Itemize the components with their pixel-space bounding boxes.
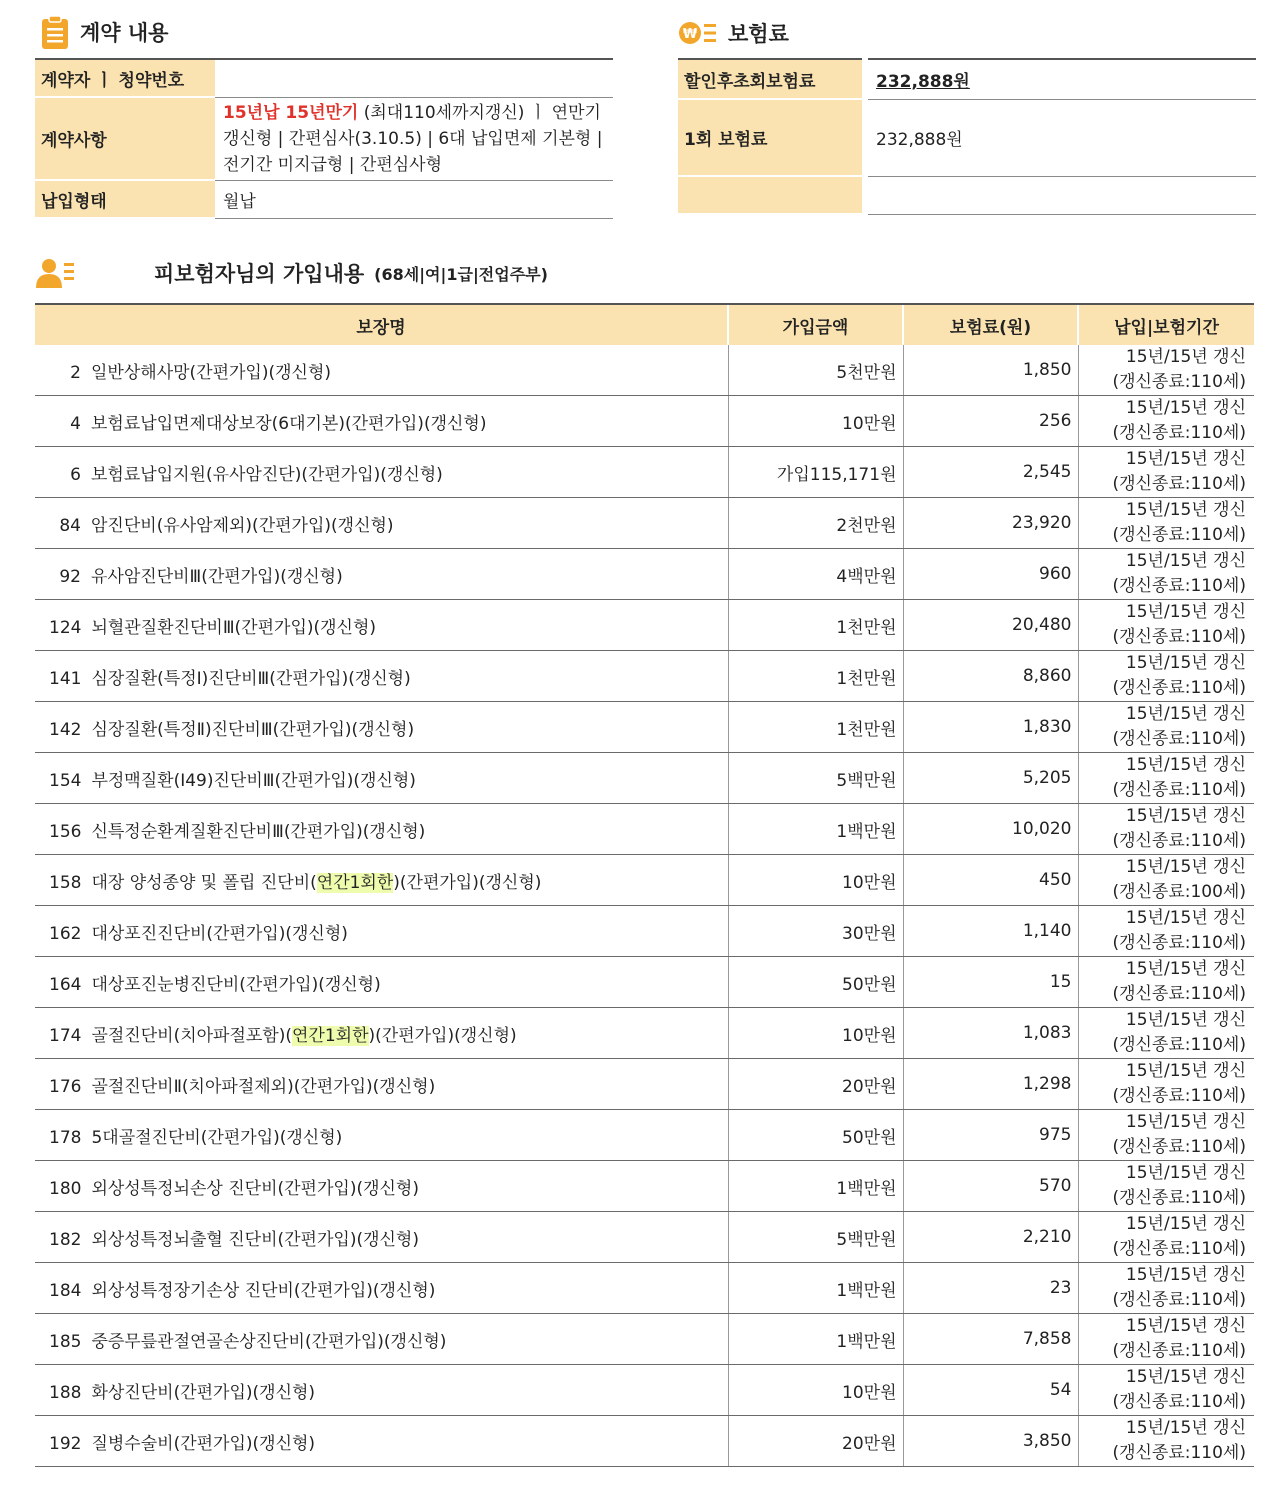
column-header: 보험료(원) [903,304,1078,345]
period-term: 15년/15년 갱신 [1125,857,1246,877]
contract-value: 월납 [215,180,613,218]
coverage-cell [35,804,728,855]
premium-label: 1회 보험료 [678,99,862,176]
svg-text:₩: ₩ [682,27,698,42]
coverage-cell [35,1314,728,1365]
period-cell [1078,855,1254,906]
coverage-cell [35,906,728,957]
period-term: 15년/15년 갱신 [1125,908,1246,928]
coverage-name: 부정맥질환(Ⅰ49)진단비Ⅲ(간편가입)(갱신형) [91,770,416,791]
period-cell [1078,1059,1254,1110]
amount-cell: 10만원 [728,1008,903,1059]
coverage-cell [35,855,728,906]
period-cell [1078,498,1254,549]
coverage-number: 2 [70,362,81,383]
table-row [35,1059,1254,1110]
renewal-end: (갱신종료:110세) [1112,678,1246,698]
coverage-name: 암진단비(유사암제외)(간편가입)(갱신형) [91,515,394,536]
premium-value: 232,888원 [868,99,1256,176]
coverage-header-row [35,304,1254,345]
coverage-cell [35,957,728,1008]
contract-label: 계약사항 [35,97,215,180]
person-list-icon [36,258,76,288]
amount-cell: 20만원 [728,1059,903,1110]
renewal-end: (갱신종료:110세) [1112,831,1246,851]
table-row [35,498,1254,549]
period-cell [1078,906,1254,957]
coverage-number: 156 [49,821,82,842]
period-cell [1078,702,1254,753]
amount-cell: 5백만원 [728,753,903,804]
period-cell [1078,1008,1254,1059]
table-row [35,906,1254,957]
coverage-number: 6 [70,464,81,485]
amount-cell: 1백만원 [728,1263,903,1314]
coverage-number: 162 [49,923,82,944]
table-row [35,855,1254,906]
period-cell [1078,447,1254,498]
coverage-number: 124 [49,617,82,638]
coverage-cell [35,753,728,804]
column-header: 가입금액 [728,304,903,345]
period-term: 15년/15년 갱신 [1125,959,1246,979]
premium-cell: 3,850 [903,1416,1078,1467]
coverage-name: 일반상해사망(간편가입)(갱신형) [91,362,332,383]
coverage-name: 보험료납입지원(유사암진단)(간편가입)(갱신형) [91,464,443,485]
coverage-number: 142 [49,719,82,740]
table-row [35,1008,1254,1059]
amount-cell: 10만원 [728,855,903,906]
coverage-number: 178 [49,1127,82,1148]
insured-subtitle: (68세|여|1급|전업주부) [374,264,548,284]
period-term: 15년/15년 갱신 [1125,806,1246,826]
premium-row [678,176,1256,214]
premium-table [678,58,1256,215]
coverage-name: 외상성특정뇌손상 진단비(간편가입)(갱신형) [91,1178,419,1199]
coverage-name: 대상포진진단비(간편가입)(갱신형) [91,923,348,944]
clipboard-icon [40,14,70,50]
coverage-name: 뇌혈관질환진단비Ⅲ(간편가입)(갱신형) [91,617,377,638]
renewal-end: (갱신종료:110세) [1112,1188,1246,1208]
insured-section-title [36,258,548,288]
column-header: 보장명 [35,304,728,345]
coverage-number: 182 [49,1229,82,1250]
table-row [35,345,1254,396]
table-row [35,1110,1254,1161]
table-row [35,1314,1254,1365]
amount-cell: 1천만원 [728,651,903,702]
annual-limit-highlight: 연간1회한 [316,872,394,893]
coverage-name: 화상진단비(간편가입)(갱신형) [91,1382,316,1403]
coverage-name: 유사암진단비Ⅲ(간편가입)(갱신형) [91,566,343,587]
column-header: 납입|보험기간 [1078,304,1254,345]
renewal-end: (갱신종료:110세) [1112,780,1246,800]
renewal-end: (갱신종료:110세) [1112,372,1246,392]
coverage-number: 180 [49,1178,82,1199]
premium-cell: 23 [903,1263,1078,1314]
period-term: 15년/15년 갱신 [1125,755,1246,775]
coverage-cell [35,651,728,702]
premium-cell: 15 [903,957,1078,1008]
period-cell [1078,1212,1254,1263]
period-cell [1078,1416,1254,1467]
table-row [35,651,1254,702]
amount-cell: 5백만원 [728,1212,903,1263]
contract-label: 납입형태 [35,180,215,218]
period-term: 15년/15년 갱신 [1125,1112,1246,1132]
amount-cell: 4백만원 [728,549,903,600]
coverage-cell [35,498,728,549]
premium-cell: 2,210 [903,1212,1078,1263]
period-cell [1078,1161,1254,1212]
premium-cell: 23,920 [903,498,1078,549]
payment-term-highlight: 15년납 15년만기 [223,102,359,123]
renewal-end: (갱신종료:110세) [1112,1290,1246,1310]
period-cell [1078,600,1254,651]
coverage-name: 5대골절진단비(간편가입)(갱신형) [91,1127,343,1148]
amount-cell: 10만원 [728,1365,903,1416]
table-row [35,957,1254,1008]
premium-cell: 2,545 [903,447,1078,498]
premium-label: 할인후초회보험료 [678,59,862,99]
contract-row [35,59,613,97]
table-row [35,396,1254,447]
contract-title: 계약 내용 [80,21,169,45]
period-cell [1078,957,1254,1008]
premium-section-title [678,18,789,48]
premium-cell: 5,205 [903,753,1078,804]
period-term: 15년/15년 갱신 [1125,653,1246,673]
renewal-end: (갱신종료:110세) [1112,1443,1246,1463]
coverage-name: 대장 양성종양 및 폴립 진단비(연간1회한)(간편가입)(갱신형) [91,872,542,893]
premium-cell: 450 [903,855,1078,906]
amount-cell: 20만원 [728,1416,903,1467]
coverage-cell [35,345,728,396]
contract-row [35,180,613,218]
coverage-number: 164 [49,974,82,995]
premium-cell: 10,020 [903,804,1078,855]
period-term: 15년/15년 갱신 [1125,347,1246,367]
discounted-premium-value: 232,888원 [876,71,970,92]
renewal-end: (갱신종료:110세) [1112,1086,1246,1106]
coverage-number: 84 [59,515,81,536]
period-term: 15년/15년 갱신 [1125,1265,1246,1285]
period-term: 15년/15년 갱신 [1125,1061,1246,1081]
premium-value [868,59,1256,99]
period-term: 15년/15년 갱신 [1125,1418,1246,1438]
coverage-cell [35,1008,728,1059]
contract-value [215,59,613,97]
coverage-cell [35,1365,728,1416]
renewal-end: (갱신종료:110세) [1112,576,1246,596]
renewal-end: (갱신종료:110세) [1112,933,1246,953]
coverage-cell [35,600,728,651]
period-cell [1078,549,1254,600]
coverage-number: 185 [49,1331,82,1352]
renewal-end: (갱신종료:110세) [1112,1392,1246,1412]
table-row [35,447,1254,498]
coverage-cell [35,1110,728,1161]
amount-cell: 1천만원 [728,702,903,753]
renewal-end: (갱신종료:110세) [1112,627,1246,647]
contract-detail-text: (최대110세까지갱신) ㅣ 연만기갱신형 | 간편심사(3.10.5) | 6대 납입면제 기본형 | 전기간 미지급형 | 간편심사형 [223,102,603,175]
table-row [35,804,1254,855]
coverage-number: 184 [49,1280,82,1301]
coverage-name: 신특정순환계질환진단비Ⅲ(간편가입)(갱신형) [91,821,426,842]
premium-cell: 570 [903,1161,1078,1212]
contract-label: 계약자 ㅣ 청약번호 [35,59,215,97]
premium-cell: 960 [903,549,1078,600]
coverage-name: 중증무릎관절연골손상진단비(간편가입)(갱신형) [91,1331,447,1352]
premium-cell: 256 [903,396,1078,447]
renewal-end: (갱신종료:110세) [1112,1035,1246,1055]
coverage-number: 158 [49,872,82,893]
amount-cell: 1백만원 [728,1161,903,1212]
renewal-end: (갱신종료:110세) [1112,984,1246,1004]
coverage-cell [35,702,728,753]
coverage-cell [35,447,728,498]
period-term: 15년/15년 갱신 [1125,1163,1246,1183]
coverage-number: 176 [49,1076,82,1097]
premium-cell: 1,830 [903,702,1078,753]
period-cell [1078,651,1254,702]
premium-cell: 1,083 [903,1008,1078,1059]
coverage-name: 보험료납입면제대상보장(6대기본)(간편가입)(갱신형) [91,413,487,434]
premium-cell: 20,480 [903,600,1078,651]
premium-cell: 975 [903,1110,1078,1161]
amount-cell: 10만원 [728,396,903,447]
table-row [35,1416,1254,1467]
contract-row [35,97,613,180]
renewal-end: (갱신종료:110세) [1112,729,1246,749]
table-row [35,549,1254,600]
coverage-name: 골절진단비Ⅱ(치아파절제외)(간편가입)(갱신형) [91,1076,436,1097]
contract-table [35,58,613,219]
premium-value [868,176,1256,214]
period-cell [1078,753,1254,804]
won-list-icon [678,19,718,47]
coverage-cell [35,1161,728,1212]
coverage-cell [35,1059,728,1110]
table-row [35,600,1254,651]
premium-title: 보험료 [728,22,789,46]
period-term: 15년/15년 갱신 [1125,551,1246,571]
period-term: 15년/15년 갱신 [1125,704,1246,724]
coverage-cell [35,396,728,447]
coverage-name: 외상성특정장기손상 진단비(간편가입)(갱신형) [91,1280,436,1301]
table-row [35,1365,1254,1416]
amount-cell: 50만원 [728,1110,903,1161]
period-cell [1078,1263,1254,1314]
insured-title: 피보험자님의 가입내용 [154,262,365,286]
period-cell [1078,345,1254,396]
amount-cell: 30만원 [728,906,903,957]
amount-cell: 가입115,171원 [728,447,903,498]
period-cell [1078,396,1254,447]
period-cell [1078,804,1254,855]
renewal-end: (갱신종료:110세) [1112,423,1246,443]
coverage-cell [35,549,728,600]
period-term: 15년/15년 갱신 [1125,500,1246,520]
amount-cell: 5천만원 [728,345,903,396]
table-row [35,753,1254,804]
period-term: 15년/15년 갱신 [1125,1010,1246,1030]
renewal-end: (갱신종료:110세) [1112,474,1246,494]
coverage-name: 심장질환(특정Ⅰ)진단비Ⅲ(간편가입)(갱신형) [91,668,411,689]
contract-section-title [40,14,168,50]
coverage-name: 대상포진눈병진단비(간편가입)(갱신형) [91,974,381,995]
premium-cell: 7,858 [903,1314,1078,1365]
coverage-number: 154 [49,770,82,791]
coverage-name: 심장질환(특정Ⅱ)진단비Ⅲ(간편가입)(갱신형) [91,719,415,740]
coverage-number: 92 [59,566,81,587]
premium-cell: 1,850 [903,345,1078,396]
premium-label [678,176,862,214]
coverage-cell [35,1212,728,1263]
premium-cell: 1,140 [903,906,1078,957]
renewal-end: (갱신종료:110세) [1112,1239,1246,1259]
table-row [35,1212,1254,1263]
premium-cell: 8,860 [903,651,1078,702]
period-term: 15년/15년 갱신 [1125,1316,1246,1336]
amount-cell: 2천만원 [728,498,903,549]
coverage-number: 141 [49,668,82,689]
period-cell [1078,1365,1254,1416]
premium-cell: 1,298 [903,1059,1078,1110]
table-row [35,702,1254,753]
contract-value [215,97,613,180]
period-term: 15년/15년 갱신 [1125,602,1246,622]
coverage-name: 골절진단비(치아파절포함)(연간1회한)(간편가입)(갱신형) [91,1025,517,1046]
coverage-table [35,303,1254,1467]
premium-row [678,99,1256,176]
coverage-number: 174 [49,1025,82,1046]
amount-cell: 1백만원 [728,1314,903,1365]
period-term: 15년/15년 갱신 [1125,398,1246,418]
coverage-number: 4 [70,413,81,434]
period-cell [1078,1314,1254,1365]
renewal-end: (갱신종료:100세) [1112,882,1246,902]
coverage-number: 188 [49,1382,82,1403]
coverage-name: 질병수술비(간편가입)(갱신형) [91,1433,316,1454]
coverage-name: 외상성특정뇌출혈 진단비(간편가입)(갱신형) [91,1229,419,1250]
period-term: 15년/15년 갱신 [1125,449,1246,469]
coverage-cell [35,1263,728,1314]
premium-row [678,59,1256,99]
renewal-end: (갱신종료:110세) [1112,1137,1246,1157]
renewal-end: (갱신종료:110세) [1112,1341,1246,1361]
coverage-cell [35,1416,728,1467]
table-row [35,1161,1254,1212]
period-term: 15년/15년 갱신 [1125,1214,1246,1234]
renewal-end: (갱신종료:110세) [1112,525,1246,545]
table-row [35,1263,1254,1314]
annual-limit-highlight: 연간1회한 [292,1025,369,1046]
period-term: 15년/15년 갱신 [1125,1367,1246,1387]
premium-cell: 54 [903,1365,1078,1416]
amount-cell: 1천만원 [728,600,903,651]
period-cell [1078,1110,1254,1161]
coverage-number: 192 [49,1433,82,1454]
amount-cell: 50만원 [728,957,903,1008]
amount-cell: 1백만원 [728,804,903,855]
